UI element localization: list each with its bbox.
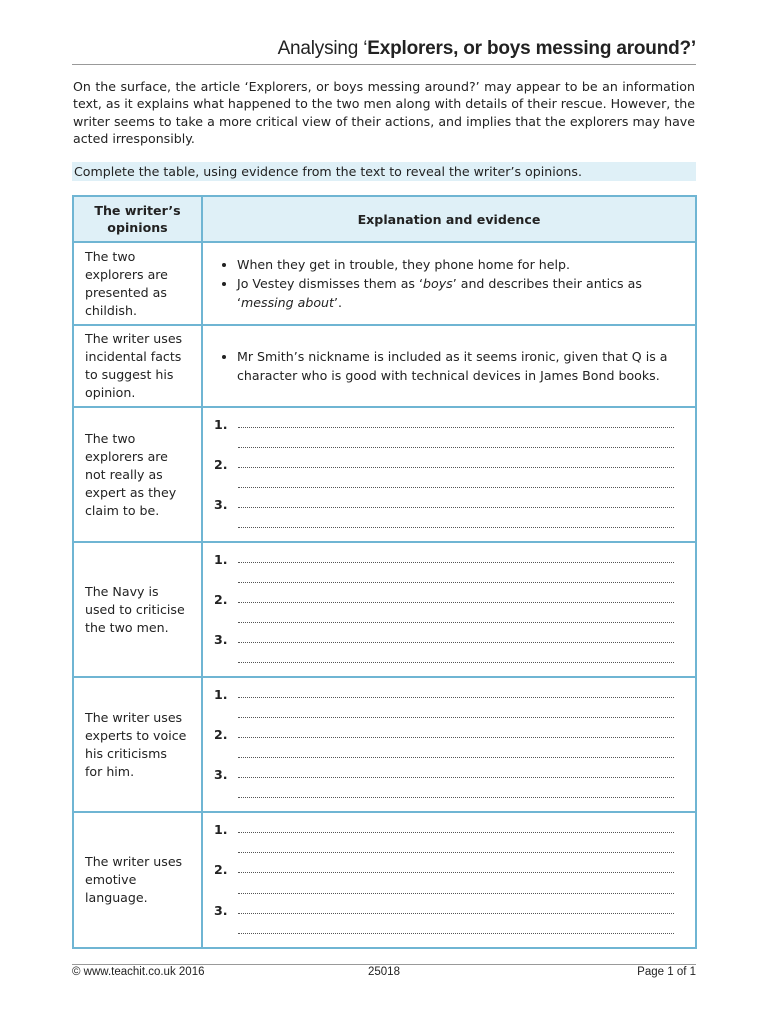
evidence-cell	[202, 325, 696, 407]
answer-number: 2.	[214, 591, 228, 607]
resource-id: 25018	[368, 966, 400, 978]
header-explanation: Explanation and evidence	[202, 196, 696, 242]
title-article-name: Explorers, or boys messing around?’	[367, 38, 696, 59]
answer-line[interactable]	[238, 447, 674, 448]
opinion-cell	[73, 407, 202, 542]
answer-line[interactable]	[238, 757, 674, 758]
evidence-table	[72, 195, 697, 949]
page-header	[72, 38, 696, 65]
answer-number: 1.	[214, 551, 228, 567]
page-title	[278, 38, 696, 59]
table-row	[73, 812, 696, 948]
opinion-cell	[73, 242, 202, 325]
answer-line[interactable]	[238, 852, 674, 853]
opinion-text: The Navy is used to criticise the two men.	[85, 583, 185, 635]
table-header-row	[73, 196, 696, 242]
answer-number: 1.	[214, 822, 228, 838]
answer-lines	[204, 549, 694, 670]
table-row	[73, 677, 696, 812]
answer-number: 2.	[214, 726, 228, 742]
answer-line[interactable]	[238, 642, 674, 643]
answer-line[interactable]	[238, 933, 674, 934]
evidence-list	[204, 347, 694, 385]
answer-line[interactable]	[238, 893, 674, 894]
answer-line[interactable]	[238, 622, 674, 623]
answer-number: 3.	[214, 902, 228, 918]
answer-lines	[204, 684, 694, 805]
answer-line[interactable]	[238, 487, 674, 488]
answer-line[interactable]	[238, 602, 674, 603]
opinion-text: The two explorers are not really as expert as they claim to be.	[85, 430, 177, 518]
answer-cell	[202, 542, 696, 677]
answer-line[interactable]	[238, 737, 674, 738]
answer-cell	[202, 812, 696, 948]
intro-paragraph: On the surface, the article ‘Explorers, or boys messing around?’ may appear to be an information text, as it explains what happened to the two men along with details of their rescue. However, the writer seems to take a more critical view of their actions, and implies that the explorers may have acted irresponsibly.	[73, 79, 695, 147]
answer-number: 1.	[214, 416, 228, 432]
opinion-cell	[73, 677, 202, 812]
answer-cell	[202, 677, 696, 812]
header-opinions	[73, 196, 202, 242]
answer-line[interactable]	[238, 872, 674, 873]
answer-lines	[204, 819, 694, 940]
opinion-cell	[73, 542, 202, 677]
evidence-cell	[202, 242, 696, 325]
answer-number: 2.	[214, 862, 228, 878]
answer-line[interactable]	[238, 797, 674, 798]
answer-line[interactable]	[238, 777, 674, 778]
page-footer	[72, 964, 696, 981]
answer-line[interactable]	[238, 697, 674, 698]
copyright-text: © www.teachit.co.uk 2016	[72, 966, 205, 978]
answer-line[interactable]	[238, 832, 674, 833]
answer-number: 3.	[214, 632, 228, 648]
evidence-bullet: • When they get in trouble, they phone home for help.	[237, 255, 680, 274]
answer-line[interactable]	[238, 562, 674, 563]
evidence-bullet: • Jo Vestey dismisses them as ‘boys’ and describes their antics as ‘messing about’.	[237, 274, 680, 312]
table-row	[73, 542, 696, 677]
task-instruction: Complete the table, using evidence from the text to reveal the writer’s opinions.	[72, 162, 696, 181]
table-row	[73, 242, 696, 325]
opinion-text: The writer uses emotive language.	[85, 854, 183, 905]
opinion-cell	[73, 325, 202, 407]
opinion-cell	[73, 812, 202, 948]
opinion-text: The writer uses experts to voice his criticisms for him.	[85, 709, 187, 779]
answer-line[interactable]	[238, 527, 674, 528]
answer-lines	[204, 414, 694, 535]
table-row	[73, 407, 696, 542]
answer-line[interactable]	[238, 467, 674, 468]
answer-number: 2.	[214, 456, 228, 472]
title-prefix: Analysing ‘	[277, 38, 368, 59]
table-row	[73, 325, 696, 407]
answer-line[interactable]	[238, 662, 674, 663]
answer-line[interactable]	[238, 582, 674, 583]
answer-cell	[202, 407, 696, 542]
evidence-list	[204, 255, 694, 312]
page-number: Page 1 of 1	[637, 966, 696, 978]
opinion-text: The writer uses incidental facts to suggest his opinion.	[85, 331, 183, 400]
answer-line[interactable]	[238, 427, 674, 428]
opinion-text: The two explorers are presented as childish.	[85, 248, 168, 318]
answer-number: 3.	[214, 767, 228, 783]
header-opinions-label: The writer’s opinions	[94, 203, 181, 235]
answer-line[interactable]	[238, 717, 674, 718]
evidence-bullet: • Mr Smith’s nickname is included as it seems ironic, given that Q is a character who is good with technical devices in James Bond books.	[237, 347, 680, 385]
answer-line[interactable]	[238, 913, 674, 914]
answer-number: 1.	[214, 686, 228, 702]
answer-number: 3.	[214, 497, 228, 513]
answer-line[interactable]	[238, 507, 674, 508]
